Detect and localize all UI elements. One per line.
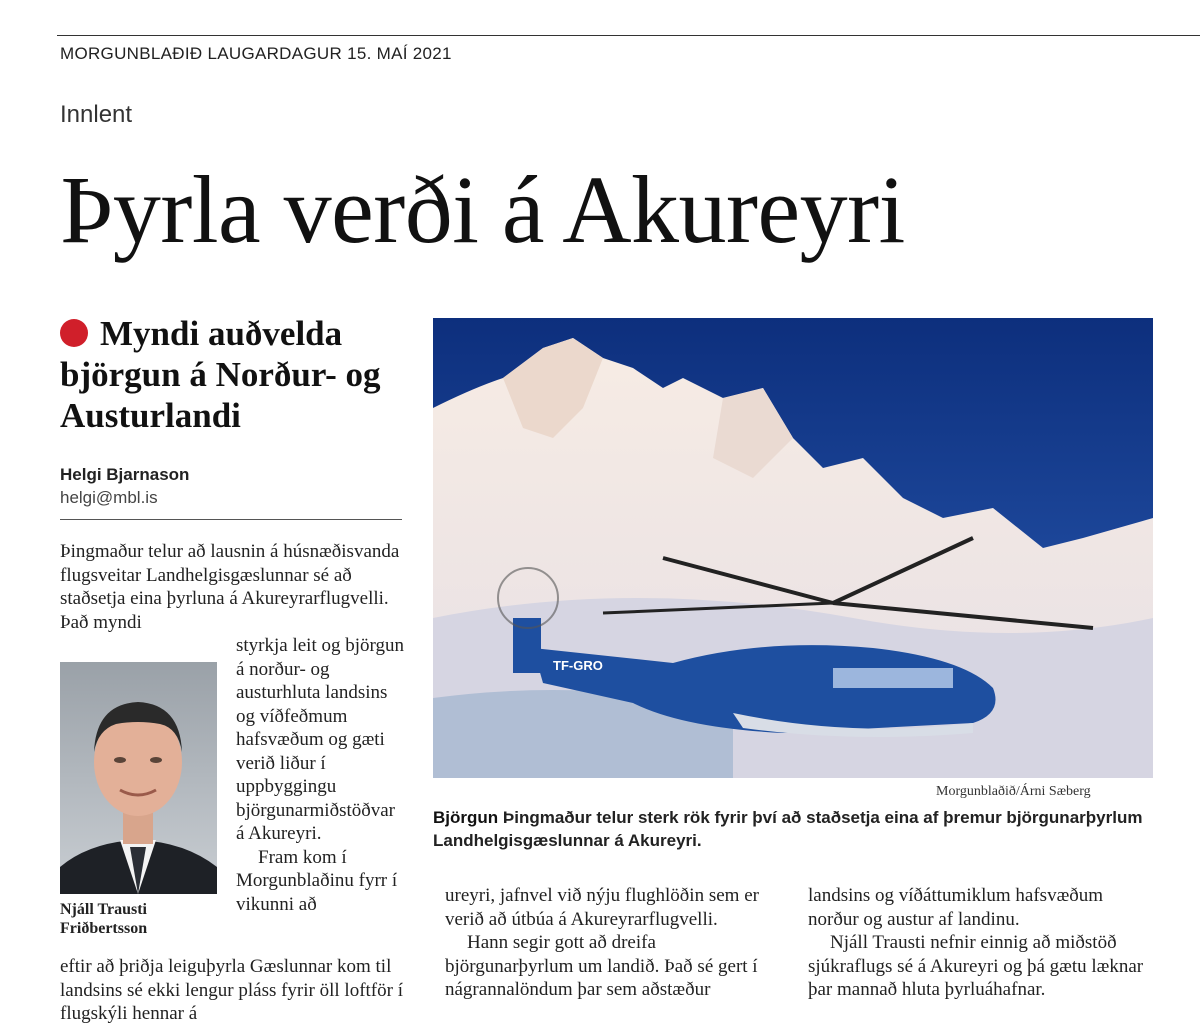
article-intro: Þingmaður telur að lausnin á húsnæðisvanda flugsveitar Landhelgisgæslunnar sé að staðsetja eina þyrluna á Akureyrarflugvelli. Það myndi <box>60 541 400 633</box>
subheadline-text: Myndi auðvelda björgun á Norður- og Austurlandi <box>60 314 381 435</box>
article-paragraph-tail: eftir að þriðja leiguþyrla Gæslunnar kom til landsins sé ekki lengur pláss fyrir öll loftför í flugskýli hennar á <box>60 956 403 1024</box>
article-paragraph: landsins og víðáttumiklum hafsvæðum norður og austur af landinu. <box>808 885 1104 930</box>
caption-lead: Björgun <box>433 808 499 827</box>
masthead: MORGUNBLAÐIÐ LAUGARDAGUR 15. MAÍ 2021 <box>60 44 452 63</box>
svg-text:TF-GRO: TF-GRO <box>553 658 603 673</box>
article-paragraph: Hann segir gott að dreifa björgunarþyrlum um landið. Það sé gert í nágrannalöndum þar sem aðstæður <box>445 932 758 1000</box>
red-bullet-icon <box>60 319 88 347</box>
article-column-2 <box>445 884 785 1002</box>
subheadline <box>60 313 405 436</box>
helicopter-photo <box>433 318 1153 778</box>
article-paragraph: ureyri, jafnvel við nýju flughlöðin sem er verið að útbúa á Akureyrarflugvelli. <box>445 885 759 930</box>
top-rule <box>57 35 1200 36</box>
article-paragraph: styrkja leit og björgun á norður- og austurhluta landsins og víðfeðmum hafsvæðum og gæti verið liður í uppbyggingu björgunarmiðstöðvar á Akureyri. <box>236 635 404 844</box>
article-column-3 <box>808 884 1148 1002</box>
byline-divider <box>60 519 402 520</box>
caption-text: Þingmaður telur sterk rök fyrir því að staðsetja eina af þremur björgunarþyrlum Landhelgisgæslunnar á Akureyri. <box>433 808 1143 850</box>
headline: Þyrla verði á Akureyri <box>60 156 905 263</box>
article-column-narrow <box>236 634 406 916</box>
author-email[interactable]: helgi@mbl.is <box>60 488 158 507</box>
article-paragraph: Njáll Trausti nefnir einnig að miðstöð sjúkraflugs sé á Akureyri og þá gætu læknar þar mannað hluta þyrluáhafnar. <box>808 932 1144 1000</box>
author-name: Helgi Bjarnason <box>60 465 190 484</box>
section-label: Innlent <box>60 101 133 128</box>
portrait-caption: Njáll Trausti Friðbertsson <box>60 901 148 937</box>
photo-caption <box>433 806 1143 852</box>
article-paragraph: Fram kom í Morgunblaðinu fyrr í vikunni að <box>236 846 398 915</box>
photo-credit: Morgunblaðið/Árni Sæberg <box>936 784 1091 799</box>
portrait-photo <box>60 662 217 894</box>
